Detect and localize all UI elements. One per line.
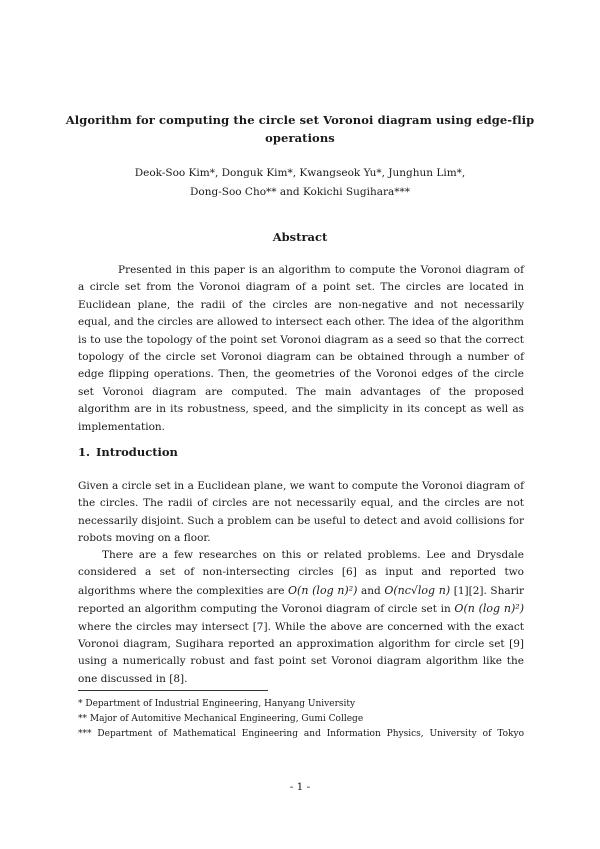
footnote-3: *** Department of Mathematical Engineering and Information Physics, University of Tokyo (78, 729, 524, 739)
authors-line-2: Dong-Soo Cho** and Kokichi Sugihara*** (189, 186, 410, 198)
abstract-heading: Abstract (272, 230, 328, 244)
formula-complexity-1: O(n (log n)²) (288, 583, 358, 597)
footnote-2: ** Major of Automitive Mechanical Engineering, Gumi College (78, 714, 364, 724)
intro-p2-segment-2: [1][2]. Sharir reported an algorithm computing the Voronoi diagram of circle set in (78, 584, 525, 616)
intro-paragraph-2 (78, 547, 524, 688)
intro-p2-and: and (361, 584, 381, 597)
section-number: 1. (78, 445, 91, 459)
intro-paragraph-1: Given a circle set in a Euclidean plane, we want to compute the Voronoi diagram of the circles. The radii of circles are not necessarily equal, and the circles are not necessarily disjoint. Such a problem can be useful to detect and avoid collisions for robots moving on a floor. (78, 480, 524, 545)
formula-complexity-2: O(nc√log n) (384, 583, 451, 597)
authors-line-1: Deok-Soo Kim*, Donguk Kim*, Kwangseok Yu*, Junghun Lim*, (134, 167, 466, 179)
footnote-divider (78, 690, 268, 691)
formula-complexity-3: O(n (log n)²) (454, 602, 524, 616)
abstract-paragraph (78, 262, 524, 436)
footnote-1: * Department of Industrial Engineering, Hanyang University (78, 699, 356, 709)
paper-title (60, 111, 540, 147)
author-list (60, 164, 540, 202)
section-heading-introduction (78, 445, 184, 459)
intro-p2-segment-3: where the circles may intersect [7]. While the above are concerned with the exact Voronoi diagram, Sugihara reported an approximation algorithm for circle set [9] using a numerically robust and fast point set Voronoi diagram algorithm like the one discussed in [8]. (78, 620, 524, 685)
intro-p2-segment-1: There are a few researches on this or related problems. Lee and Drysdale considered a set of non-intersecting circles [6] as input and reported two algorithms where the complexities are (78, 549, 524, 597)
section-title: Introduction (96, 445, 178, 459)
abstract-text: Presented in this paper is an algorithm to compute the Voronoi diagram of a circle set from the Voronoi diagram of a point set. The circles are located in Euclidean plane, the radii of the circles are non-negative and not necessarily equal, and the circles are allowed to intersect each other. The idea of the algorithm is to use the topology of the point set Voronoi diagram as a seed so that the correct topology of the circle set Voronoi diagram can be obtained through a number of edge flipping operations. Then, the geometries of the Voronoi edges of the circle set Voronoi diagram are computed. The main advantages of the proposed algorithm are in its robustness, speed, and the simplicity in its concept as well as implementation. (78, 264, 524, 433)
title-line-1: Algorithm for computing the circle set Voronoi diagram using edge-flip (65, 113, 535, 127)
page-number: - 1 - (289, 781, 311, 793)
title-line-2: operations (265, 131, 335, 145)
